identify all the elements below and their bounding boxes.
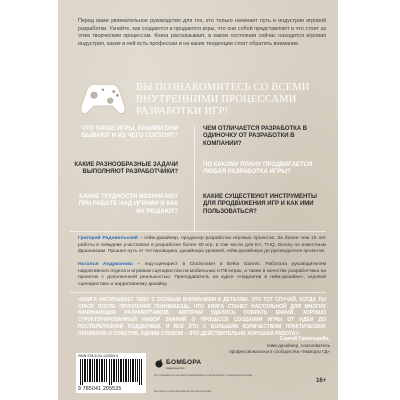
legal-text: 16+ Издание не подлежит маркировке в соответствии с законодательством — [154, 373, 253, 377]
quote-author-role: гейм-дизайнер, сооснователь профессионального сообщества «Мажоры ГД» — [229, 343, 330, 354]
barcode — [76, 353, 146, 393]
section-divider — [70, 231, 326, 232]
author-bio-text: – лид-сценарист в Clockmaker в Belka Games. Работала руководителем нарративного отдела и игровым сценаристом на мобильных и ПК-играх, а также в качестве разработчика на проектах с дополненной реальностью. Преподаватель на курсе «Нарратив в гейм-дизайне», игровой сценаристике и нарративному дизайну. — [78, 262, 326, 287]
publisher-name: БОМБОРА — [166, 359, 202, 366]
social-links: bombora.ru bomborabooks bombora.books — [154, 389, 212, 393]
question-6: КАКИЕ СУЩЕСТВУЮТ ИНСТРУМЕНТЫ ДЛЯ ПРОДВИЖЕНИЯ ИГР И КАК ИМИ ПОЛЬЗОВАТЬСЯ? — [203, 194, 317, 215]
intro-paragraph: Перед вами увлекательное руководство для тех, кто только начинает путь в индустрии игровой разработки. Узнайте, как создаются и продаются игры, что они собой представляют и что стоит за этим творческим процессом. Книга рассказывает, в каком состоянии сейчас находится игровая индустрия, какие в ней есть профессии и на какие тенденции стоит обратить внимание. — [78, 18, 326, 47]
age-rating-badge: 16+ — [316, 378, 327, 384]
author-name: Наталья Андрианова — [78, 262, 133, 267]
author-name: Григорий Радовильский — [78, 236, 138, 241]
section-divider — [70, 292, 326, 293]
isbn: ISBN 978-5-04-120553-5 — [78, 354, 119, 358]
question-1: ЧТО ТАКОЕ ИГРЫ, КАКИМИ ОНИ БЫВАЮТ И ИЗ ЧЕГО СОСТОЯТ? — [81, 126, 178, 140]
question-5: КАКИЕ ТРУДНОСТИ ВОЗНИКАЮТ ПРИ РАБОТЕ НАД ИГРАМИ И КАК ИХ РЕШАЮТ? — [78, 194, 178, 215]
bomb-icon — [154, 358, 164, 368]
review-quote: «КНИГА РАСКРЫВАЕТ ТЕМУ С ОСОБЫМ ВНИМАНИЕМ К ДЕТАЛЯМ. ЭТО ТОТ СЛУЧАЙ, КОГДА ТЫ СРАЗУ ПОСЛЕ ПРОЧТЕНИЯ ПОНИМАЕШЬ, ЧТО КНИГА СТАНЕТ НАСТОЛЬНОЙ ДЛЯ МНОГИХ НАЧИНАЮЩИХ РАЗРАБОТЧИКОВ. АВТОРАМ УДАЛОСЬ СОБРАТЬ ЕМКИЙ, ХОРОШО СТРУКТУРИРОВАННЫЙ НАБОР ЗНАНИЙ О ПРОЦЕССЕ СОЗДАНИЯ ИГРЫ ОТ ИДЕИ ДО ПОСТЕРЕЛИЗНОЙ ПОДДЕРЖКИ. И ВСЕ ЭТО С БОЛЬШИМ КОЛИЧЕСТВОМ ПРАКТИЧЕСКИХ ПРИМЕРОВ И СОВЕТОВ. ОДНИМ СЛОВОМ – ЭТО ДЕЙСТВИТЕЛЬНО ХОРОШАЯ РАБОТА!» — [78, 297, 326, 337]
author-bio-text: – гейм-дизайнер, продюсер разработки игровых проектов. За более чем 15 лет работы в геймдеве участвовал в разработке более 40 игр, в том числе для EA, THQ, Disney по известным франшизам. Прошел путь от тестировщика, дизайнера уровней, гейм-дизайнера до руководителя проектов. — [78, 236, 326, 255]
quote-author: Сергей Гимельрейх, — [279, 336, 330, 342]
publisher-logo — [154, 356, 204, 372]
question-2: ЧЕМ ОТЛИЧАЕТСЯ РАЗРАБОТКА В ОДИНОЧКУ ОТ РАЗРАБОТКИ В КОМПАНИИ? — [203, 126, 308, 147]
barcode-number: 9 785041 205535 — [78, 386, 122, 392]
book-back-cover — [58, 0, 338, 400]
publisher-subtitle: издательство — [166, 366, 185, 370]
column-divider — [194, 126, 195, 232]
question-3: КАКИЕ РАЗНООБРАЗНЫЕ ЗАДАЧИ ВЫПОЛНЯЮТ РАЗРАБОТЧИКИ? — [74, 162, 178, 176]
author-bio-2 — [78, 262, 326, 288]
author-bio-1 — [78, 236, 326, 256]
gamepad-icon — [76, 70, 130, 124]
question-4: ПО КАКОМУ ПЛАНУ ПРОДВИГАЕТСЯ ЛЮБАЯ РАЗРАБОТКА ИГРЫ? — [203, 162, 313, 176]
barcode-bars — [79, 359, 143, 385]
headline: ВЫ ПОЗНАКОМИТЕСЬ СО ВСЕМИ ВНУТРЕННИМИ ПРОЦЕССАМИ РАЗРАБОТКИ ИГР! — [136, 82, 310, 117]
